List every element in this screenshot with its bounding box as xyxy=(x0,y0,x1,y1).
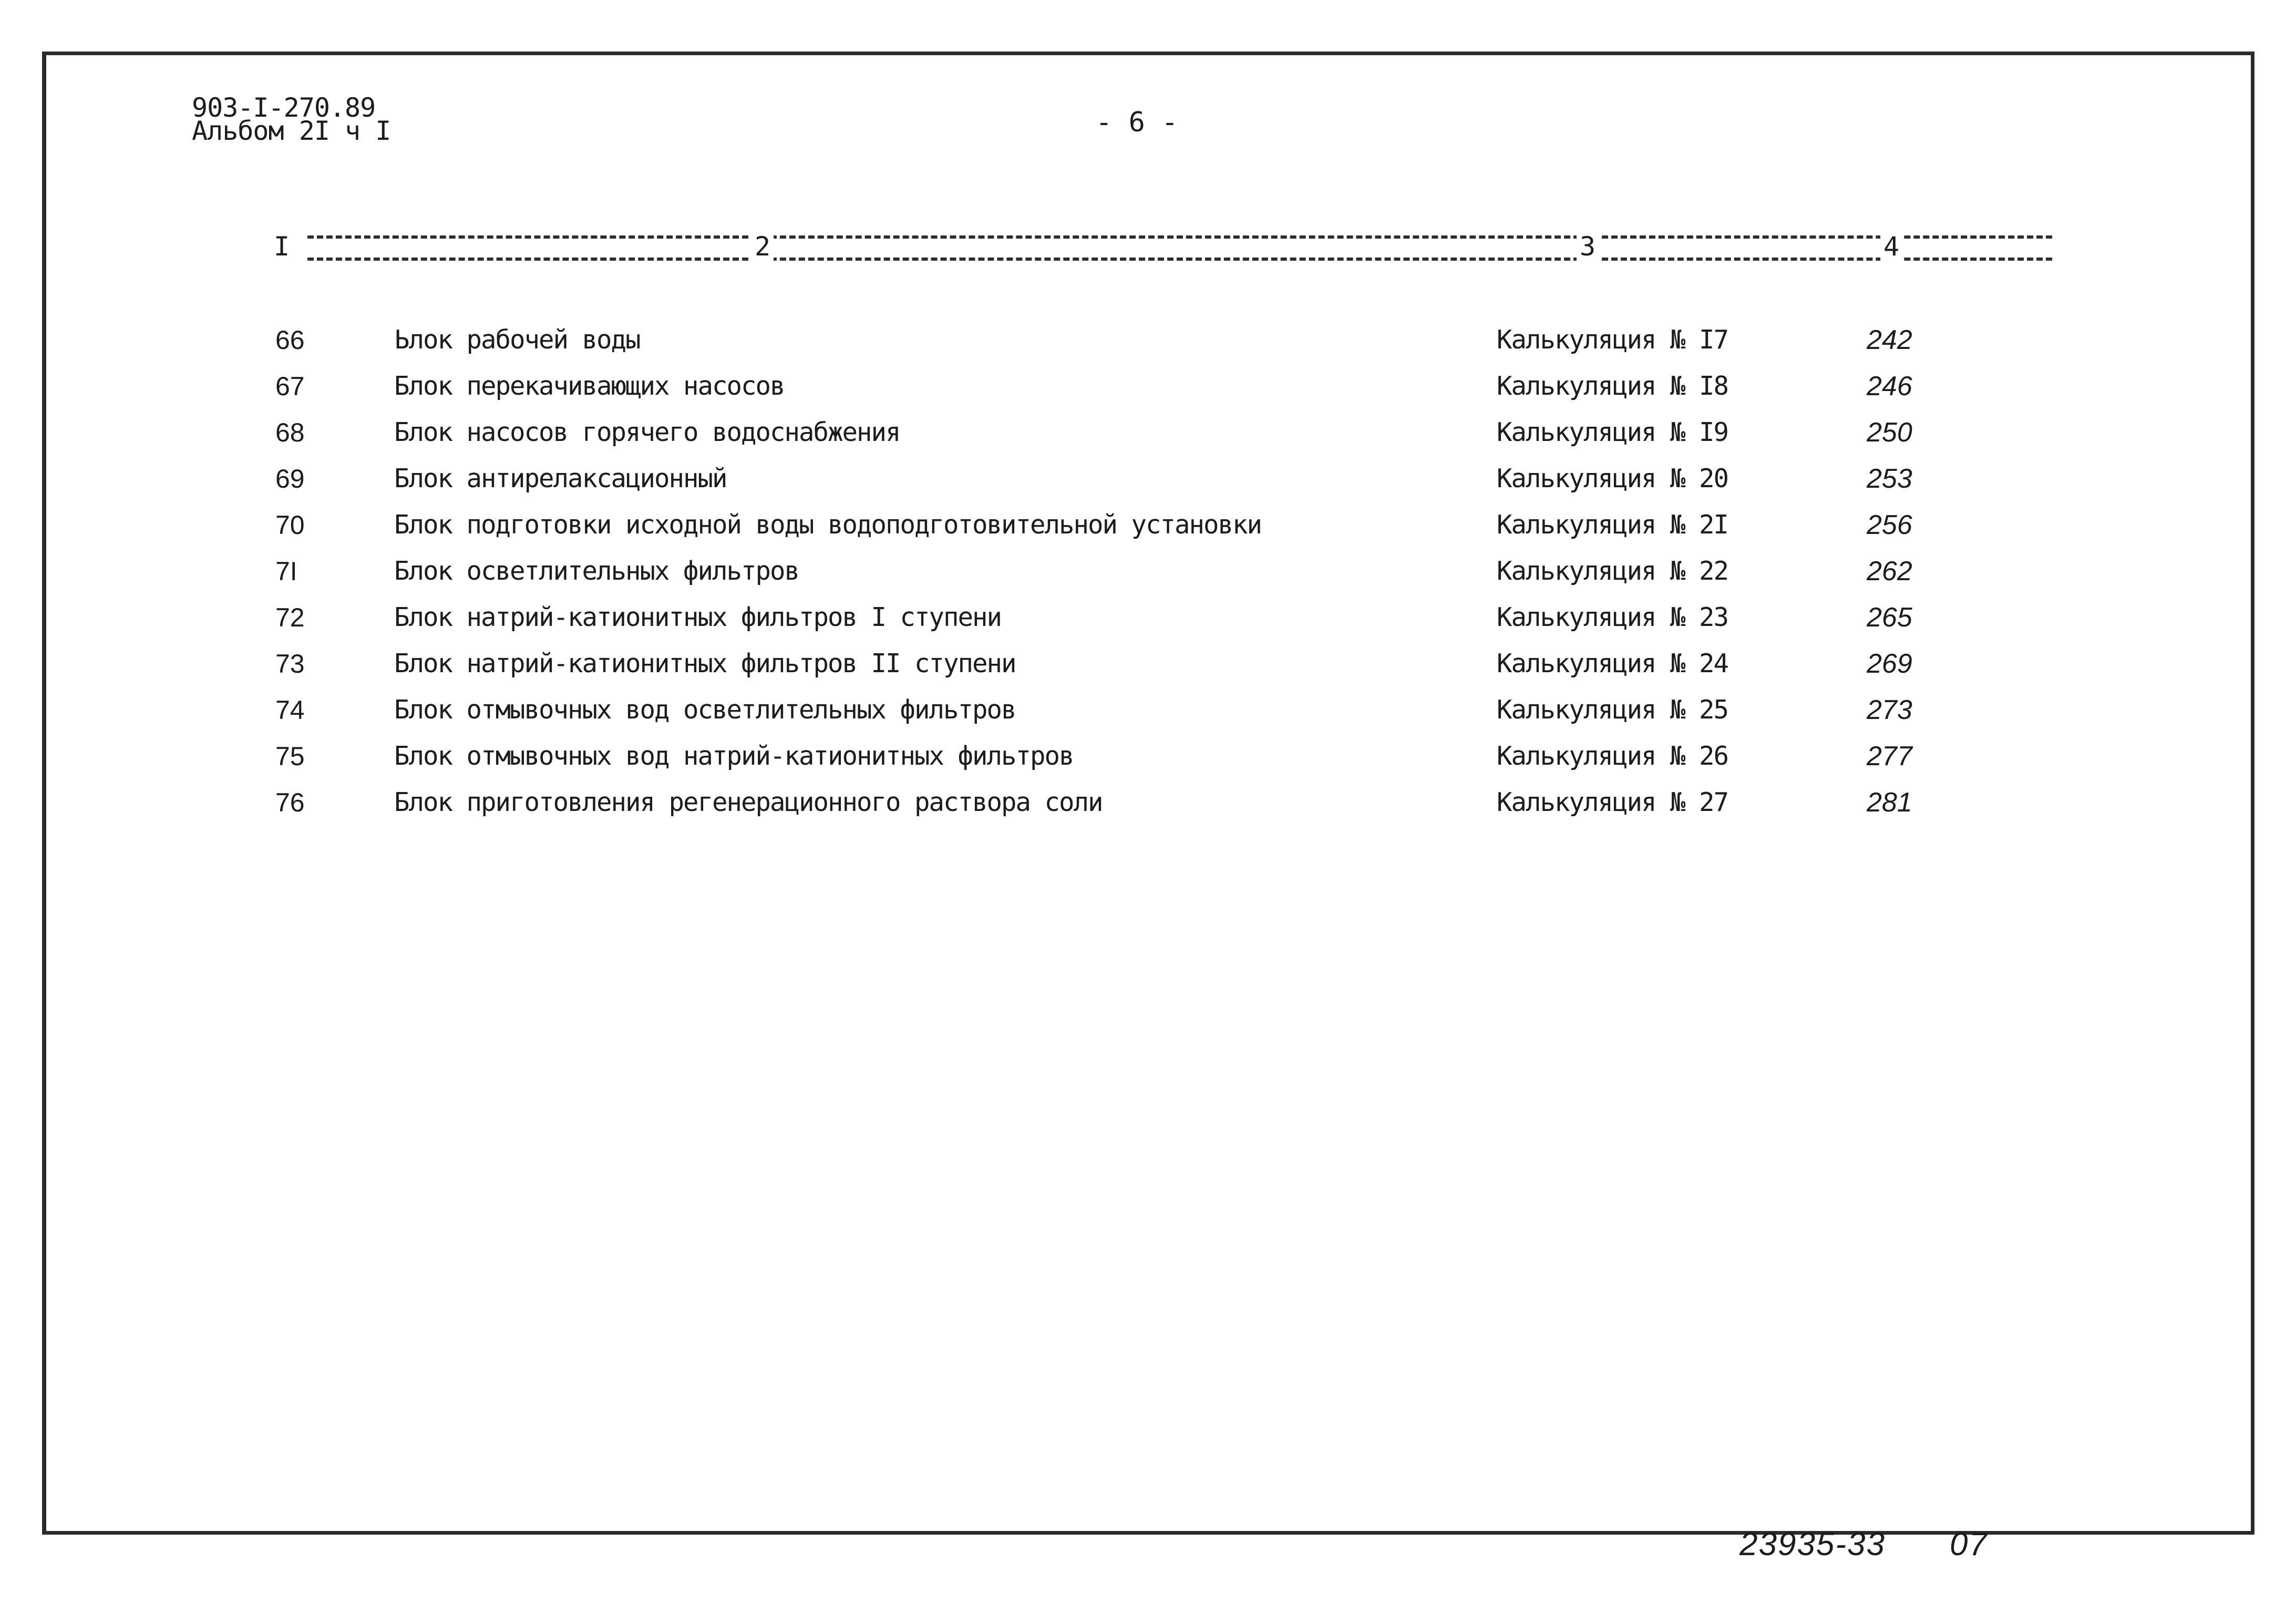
row-number: 66 xyxy=(275,325,305,355)
row-number: 74 xyxy=(275,695,305,725)
row-page: 256 xyxy=(1867,510,1912,540)
row-name: Блок подготовки исходной воды водоподготовительной установки xyxy=(394,510,1262,540)
row-name: Блок отмывочных вод натрий-катионитных фильтров xyxy=(394,741,1074,771)
row-page: 269 xyxy=(1867,649,1912,679)
column-header-divider xyxy=(307,235,2052,239)
row-number: 67 xyxy=(275,372,305,401)
row-calculation: Калькуляция № I7 xyxy=(1497,325,1728,355)
row-calculation: Калькуляция № 27 xyxy=(1497,787,1728,817)
table-row xyxy=(0,368,2296,405)
row-number: 72 xyxy=(275,603,305,632)
row-page: 262 xyxy=(1867,556,1912,587)
page-number: - 6 - xyxy=(1096,107,1178,138)
row-page: 281 xyxy=(1867,787,1912,818)
table-row xyxy=(0,738,2296,775)
row-page: 253 xyxy=(1867,464,1912,494)
table-row xyxy=(0,553,2296,590)
table-row xyxy=(0,599,2296,636)
column-number-4: 4 xyxy=(1880,231,1902,262)
column-header-divider xyxy=(307,258,2052,261)
row-number: 76 xyxy=(275,788,305,817)
row-number: 70 xyxy=(275,510,305,540)
row-calculation: Калькуляция № 23 xyxy=(1497,602,1728,632)
table-row xyxy=(0,460,2296,497)
document-code: 903-I-270.89 xyxy=(192,92,376,123)
column-number-2: 2 xyxy=(751,231,774,262)
table-row xyxy=(0,322,2296,358)
row-name: Блок отмывочных вод осветлительных фильтров xyxy=(394,695,1016,725)
row-number: 7I xyxy=(275,557,297,586)
row-page: 246 xyxy=(1867,371,1912,402)
row-calculation: Калькуляция № 26 xyxy=(1497,741,1728,771)
row-name: Блок перекачивающих насосов xyxy=(394,371,785,401)
table-row xyxy=(0,507,2296,543)
row-calculation: Калькуляция № 20 xyxy=(1497,464,1728,494)
row-name: Блок натрий-катионитных фильтров I ступени xyxy=(394,602,1002,632)
row-name: Блок насосов горячего водоснабжения xyxy=(394,417,900,447)
row-page: 277 xyxy=(1867,741,1912,772)
row-number: 69 xyxy=(275,464,305,494)
sheet-number: 07 xyxy=(1950,1526,1988,1562)
stamp-number: 23935-33 xyxy=(1739,1526,1886,1562)
row-name: Блок осветлительных фильтров xyxy=(394,556,799,586)
column-number-3: 3 xyxy=(1577,231,1599,262)
row-calculation: Калькуляция № 22 xyxy=(1497,556,1728,586)
row-name: Блок натрий-катионитных фильтров II ступени xyxy=(394,649,1016,679)
row-name: Ьлок рабочей воды xyxy=(394,325,640,355)
row-number: 68 xyxy=(275,418,305,447)
row-number: 75 xyxy=(275,742,305,771)
row-calculation: Калькуляция № I8 xyxy=(1497,371,1728,401)
column-number-1: I xyxy=(271,231,293,262)
row-page: 265 xyxy=(1867,602,1912,633)
album-label: Альбом 2I ч I xyxy=(192,116,391,146)
row-page: 250 xyxy=(1867,417,1912,448)
row-page: 242 xyxy=(1867,325,1912,355)
row-calculation: Калькуляция № 25 xyxy=(1497,695,1728,725)
table-row xyxy=(0,692,2296,728)
table-row xyxy=(0,784,2296,821)
row-number: 73 xyxy=(275,649,305,679)
row-calculation: Калькуляция № 2I xyxy=(1497,510,1728,540)
row-calculation: Калькуляция № I9 xyxy=(1497,417,1728,447)
row-name: Блок приготовления регенерационного раствора соли xyxy=(394,787,1103,817)
table-row xyxy=(0,414,2296,451)
row-name: Блок антирелаксационный xyxy=(394,464,727,494)
table-row xyxy=(0,645,2296,682)
row-page: 273 xyxy=(1867,695,1912,725)
row-calculation: Калькуляция № 24 xyxy=(1497,649,1728,679)
